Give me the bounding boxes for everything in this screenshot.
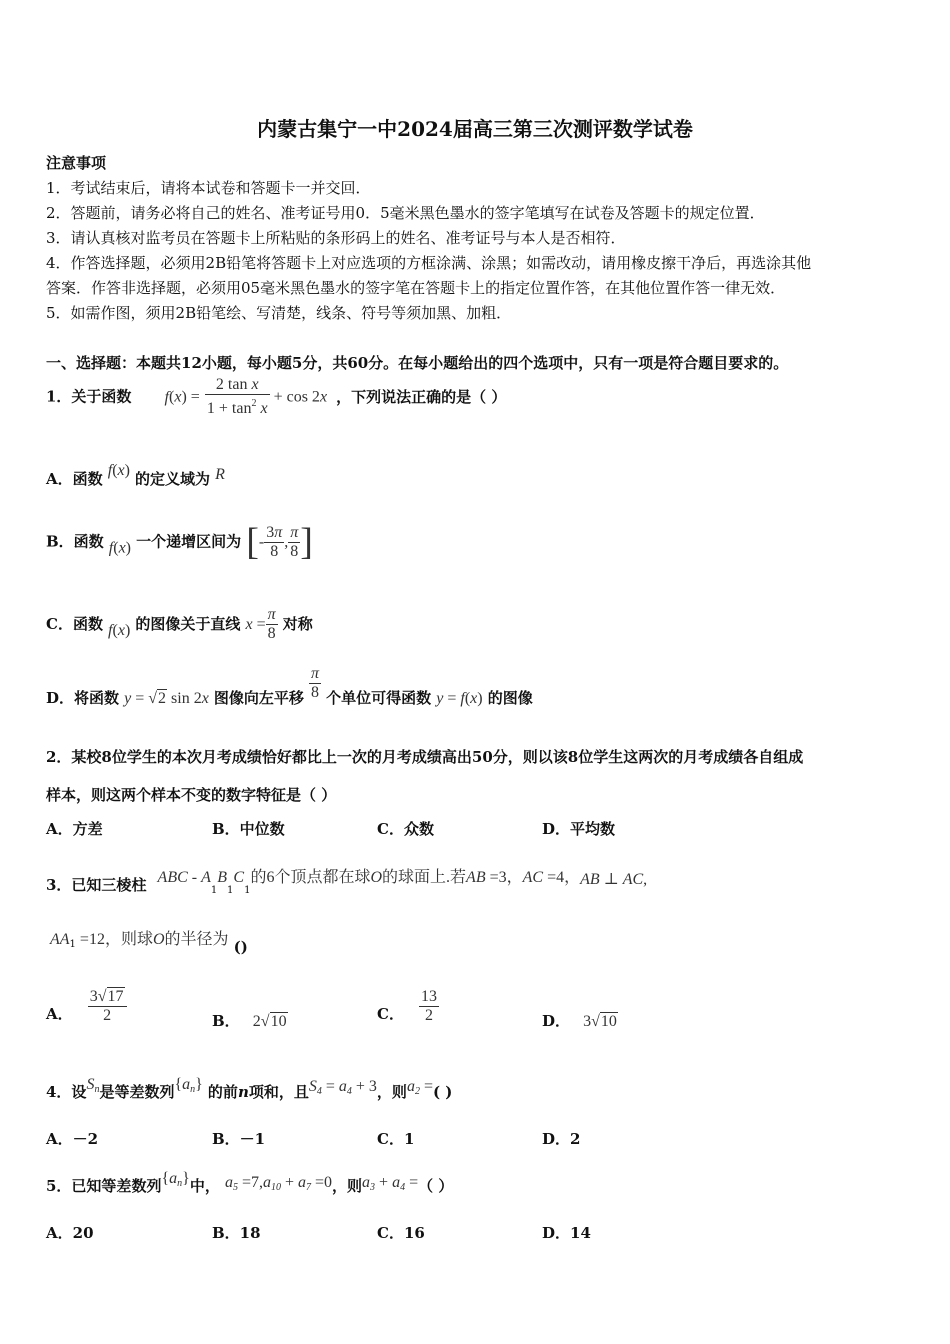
- q2-option-b: B．中位数: [212, 820, 285, 838]
- q4-option-b: B．－1: [212, 1130, 266, 1148]
- q3-label: 3．已知三棱柱: [46, 876, 147, 894]
- q3-opt-c-label: C．: [377, 1005, 404, 1023]
- q3-opt-b-label: B．: [212, 1012, 240, 1030]
- q3-line2: $AA_1 =12$，则球O的半径为 (): [50, 931, 248, 956]
- q3-text4: 的半径为: [164, 931, 229, 948]
- q3-option-a: A． $\frac{3√17}{2}$: [46, 988, 127, 1025]
- q1-opt-a-text: 的定义域为: [135, 470, 211, 488]
- q3-text3: 则球: [120, 931, 153, 948]
- q4-text2: 的前: [207, 1083, 238, 1101]
- q1-opt-c-text1: 的图像关于直线: [135, 615, 241, 633]
- q5-label: 5．已知等差数列: [46, 1177, 162, 1195]
- q4-text3: 项和，且: [248, 1083, 309, 1101]
- q4-option-a: A．－2: [46, 1130, 99, 1148]
- q1-opt-d-text3: 的图像: [487, 689, 533, 707]
- notice-item: 答案．作答非选择题，必须用05毫米黑色墨水的签字笔在答题卡上的指定位置作答，在其他位置作答一律无效．: [46, 279, 786, 297]
- notice-item: 3．请认真核对监考员在答题卡上所粘贴的条形码上的姓名、准考证号与本人是否相符．: [46, 229, 626, 247]
- q3-option-b: B． 2√10: [212, 1012, 287, 1030]
- q1-option-b: B．函数 f(x) 一个递增区间为 [- $\frac{3\pi}{8}$ , $\frac{\pi}{8}$ ]: [46, 521, 313, 563]
- q1-option-d: D．将函数 y = √2 sin 2x 图像向左平移 $\frac{\pi}{8}$ 个单位可得函数 y = f(x) 的图像: [46, 665, 533, 707]
- q2-option-a: A．方差: [46, 820, 103, 838]
- q1-option-c: C．函数 f(x) 的图像关于直线 x = $\frac{\pi}{8}$ 对称: [46, 606, 313, 642]
- section-heading: 一、选择题：本题共12小题，每小题5分，共60分。在每小题给出的四个选项中，只有一项是符合题目要求的。: [46, 354, 789, 372]
- q3-text1: 的6个顶点都在球: [250, 869, 371, 886]
- q1-opt-c-label: C．函数: [46, 615, 103, 633]
- q1-opt-b-label: B．函数: [46, 532, 104, 551]
- q3-paren: (): [233, 938, 248, 956]
- q4-label: 4．设: [46, 1083, 87, 1101]
- q1-opt-d-text2: 个单位可得函数: [326, 689, 432, 707]
- notice-item: 2．答题前，请务必将自己的姓名、准考证号用0．5毫米黑色墨水的签字笔填写在试卷及答题卡的规定位置．: [46, 204, 765, 222]
- q1-opt-d-text1: 图像向左平移: [213, 689, 304, 707]
- question-4: 4．设$S_n$是等差数列$\{a_n\}$ 的前n项和，且$S_4 = a_4 + 3$，则$a_2$ =( ): [46, 1076, 453, 1101]
- q2-option-d: D．平均数: [542, 820, 616, 838]
- q5-text2: ，则: [332, 1177, 363, 1195]
- q2-option-c: C．众数: [377, 820, 434, 838]
- q4-option-d: D．2: [542, 1130, 581, 1148]
- q4-paren: ( ): [432, 1083, 453, 1101]
- q1-option-a: A．函数 f(x) 的定义域为 R: [46, 462, 225, 488]
- question-3: 3．已知三棱柱 ABC - $A_1B_1C_1$的6个顶点都在球O的球面上.若AB =3，AC =4，AB ⊥ AC,: [46, 869, 648, 896]
- notice-item: 5．如需作图，须用2B铅笔绘、写清楚，线条、符号等须加黑、加粗．: [46, 304, 512, 322]
- q5-option-b: B．18: [212, 1224, 261, 1242]
- q4-text1: 是等差数列: [99, 1083, 175, 1101]
- q1-opt-b-text: 一个递增区间为: [136, 532, 242, 551]
- q5-option-a: A．20: [46, 1224, 94, 1242]
- q3-option-d: D． 3√10: [542, 1012, 617, 1030]
- q5-text1: 中，: [189, 1177, 220, 1195]
- q3-option-c: C． $\frac{13}{2}$: [377, 988, 438, 1024]
- notice-item: 1．考试结束后，请将本试卷和答题卡一并交回．: [46, 179, 371, 197]
- q5-option-d: D．14: [542, 1224, 591, 1242]
- q4-option-c: C．1: [377, 1130, 415, 1148]
- q3-opt-d-label: D．: [542, 1012, 571, 1030]
- page-title: 内蒙古集宁一中2024届高三第三次测评数学试卷: [257, 117, 693, 141]
- q1-opt-c-text2: 对称: [282, 615, 313, 633]
- q1-fraction: $\frac{\text{2 tan x}}{1 + \tan^2 x}$: [206, 376, 268, 417]
- question-1: 1．关于函数 f(x) = $\frac{\text{2 tan x}}{1 + \tan^2 x}$ + cos 2x ，下列说法正确的是（ ）: [46, 376, 507, 417]
- q1-opt-d-label: D．将函数: [46, 689, 120, 707]
- q3-text2: 的球面上.若: [382, 869, 467, 886]
- q1-formula: f: [164, 388, 169, 406]
- q2-line1: 2．某校8位学生的本次月考成绩恰好都比上一次的月考成绩高出50分，则以该8位学生这两次的月考成绩各自组成: [46, 748, 804, 766]
- notice-heading: 注意事项: [46, 154, 107, 172]
- q1-prefix: 1．关于函数: [46, 387, 132, 406]
- q1-opt-a-label: A．函数: [46, 470, 103, 488]
- q5-option-c: C．16: [377, 1224, 425, 1242]
- q3-opt-a-label: A．: [46, 1005, 73, 1023]
- q4-text4: ，则: [376, 1083, 407, 1101]
- q2-line2: 样本，则这两个样本不变的数字特征是（ ）: [46, 786, 337, 804]
- q1-suffix: ，下列说法正确的是（ ）: [336, 387, 507, 406]
- question-5: 5．已知等差数列$\{a_n\}$中， $a_5 =7,a_{10} + a_7 =0$，则$a_3 + a_4$ =（ ）: [46, 1170, 454, 1195]
- notice-item: 4．作答选择题，必须用2B铅笔将答题卡上对应选项的方框涂满、涂黑；如需改动，请用橡皮擦干净后，再选涂其他: [46, 254, 812, 272]
- q5-paren: （ ）: [418, 1177, 454, 1195]
